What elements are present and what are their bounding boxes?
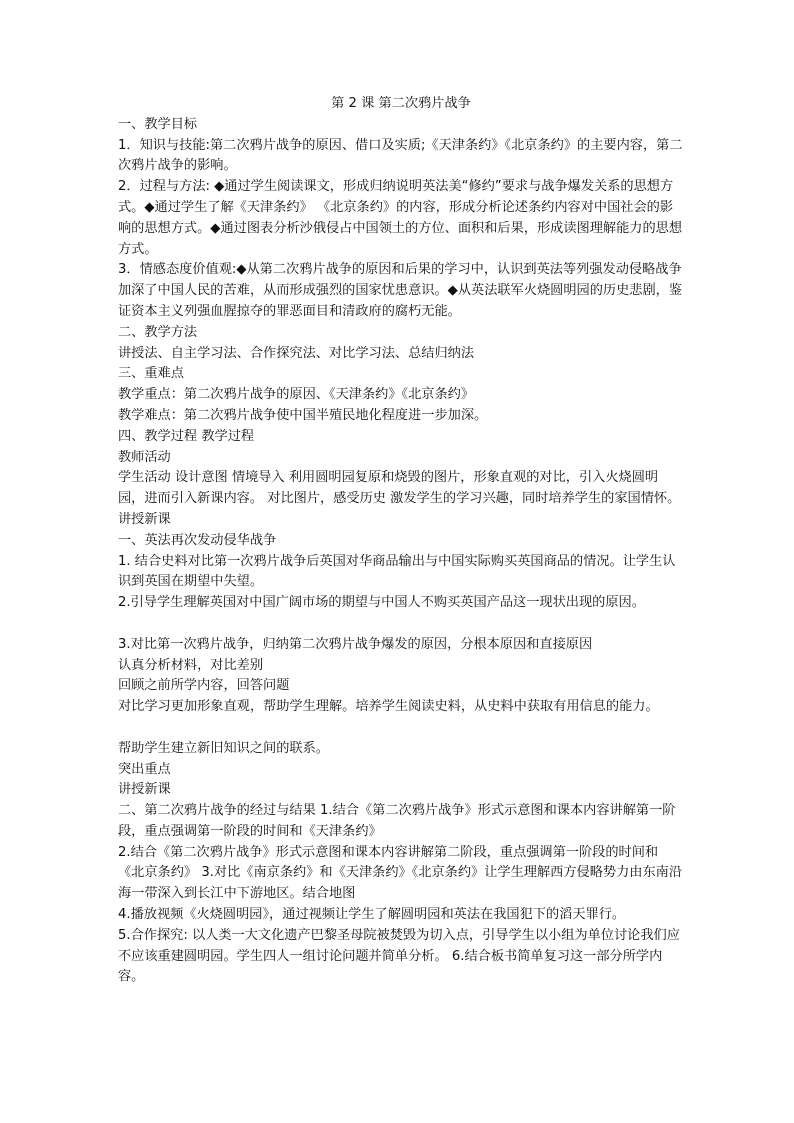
paragraph-item-2: 2.引导学生理解英国对中国广阔市场的期望与中国人不购买英国产品这一现状出现的原因。	[118, 595, 645, 611]
paragraph-analyze: 认真分析材料，对比差别	[118, 657, 264, 673]
paragraph-item-3: 3.对比第一次鸦片战争，归纳第二次鸦片战争爆发的原因，分根本原因和直接原因	[118, 636, 593, 652]
paragraph-review: 回顾之前所学内容，回答问题	[118, 678, 290, 694]
paragraph-connect: 帮助学生建立新旧知识之间的联系。	[118, 740, 329, 756]
document-page	[118, 94, 684, 988]
paragraph-attitude: 3．情感态度价值观:◆从第二次鸦片战争的原因和后果的学习中，认识到英法等列强发动侵略战争加深了中国人民的苦难，从而形成强烈的国家忧患意识。◆从英法联军火烧圆明园的历史悲剧，鉴证资本主义列强血腥掠夺的罪恶面目和清政府的腐朽无能。	[118, 262, 683, 319]
paragraph-part-two: 二、第二次鸦片战争的经过与结果 1.结合《第二次鸦片战争》形式示意图和课本内容讲解第一阶段，重点强调第一阶段的时间和《天津条约》	[118, 803, 676, 839]
paragraph-process: 2．过程与方法: ◆通过学生阅读课文，形成归纳说明英法美“修约”要求与战争爆发关系的思想方式。◆通过学生了解《天津条约》 《北京条约》的内容，形成分析论述条约内容对中国社会的影响的思想方式。◆通过图表分析沙俄侵占中国领土的方位、面积和后果，形成读图理解能力的思想方式。	[118, 179, 683, 257]
section-heading-objectives: 一、教学目标	[118, 116, 198, 132]
paragraph-intro: 学生活动 设计意图 情境导入 利用圆明园复原和烧毁的图片，形象直观的对比，引入火烧圆明园，进而引入新课内容。 对比图片，感受历史 激发学生的学习兴趣，同时培养学生的家国情怀。	[118, 470, 681, 507]
label-new-lesson-2: 讲授新课	[118, 782, 171, 798]
section-heading-keypoints: 三、重难点	[118, 366, 184, 382]
paragraph-key-point: 教学重点：第二次鸦片战争的原因、《天津条约》《北京条约》	[118, 387, 475, 403]
paragraph-difficult-point: 教学难点：第二次鸦片战争使中国半殖民地化程度进一步加深。	[118, 407, 488, 423]
label-new-lesson-1: 讲授新课	[118, 511, 171, 527]
paragraph-knowledge: 1．知识与技能:第二次鸦片战争的原因、借口及实质;《天津条约》《北京条约》的主要内容，第二次鸦片战争的影响。	[118, 137, 683, 174]
blank-line	[118, 718, 684, 739]
lesson-title: 第 2 课 第二次鸦片战争	[331, 96, 471, 111]
paragraph-cooperation: 5.合作探究: 以人类一大文化遗产巴黎圣母院被焚毁为切入点，引导学生以小组为单位讨论我们应不应该重建圆明园。学生四人一组讨论问题并简单分析。 6.结合板书简单复习这一部分所学内容。	[118, 927, 680, 985]
paragraph-video: 4.播放视频《火烧圆明园》，通过视频让学生了解圆明园和英法在我国犯下的滔天罪行。	[118, 907, 626, 923]
paragraph-item-1: 1. 结合史料对比第一次鸦片战争后英国对华商品输出与中国实际购买英国商品的情况。让学生认识到英国在期望中失望。	[118, 553, 676, 590]
section-heading-process: 四、教学过程 教学过程	[118, 428, 255, 444]
paragraph-stage-two: 2.结合《第二次鸦片战争》形式示意图和课本内容讲解第二阶段，重点强调第一阶段的时间和《北京条约》 3.对比《南京条约》和《天津条约》《北京条约》让学生理解西方侵略势力由东南沿海一带深入到长江中下游地区。结合地图	[118, 844, 683, 902]
paragraph-compare: 对比学习更加形象直观，帮助学生理解。培养学生阅读史料，从史料中获取有用信息的能力。	[118, 699, 659, 715]
paragraph-highlight: 突出重点	[118, 761, 171, 777]
section-heading-methods: 二、教学方法	[118, 324, 198, 340]
label-teacher-activity: 教师活动	[118, 449, 171, 465]
blank-line	[118, 614, 684, 635]
subheading-part-one: 一、英法再次发动侵华战争	[118, 532, 277, 548]
paragraph-methods: 讲授法、自主学习法、合作探究法、对比学习法、总结归纳法	[118, 345, 475, 361]
